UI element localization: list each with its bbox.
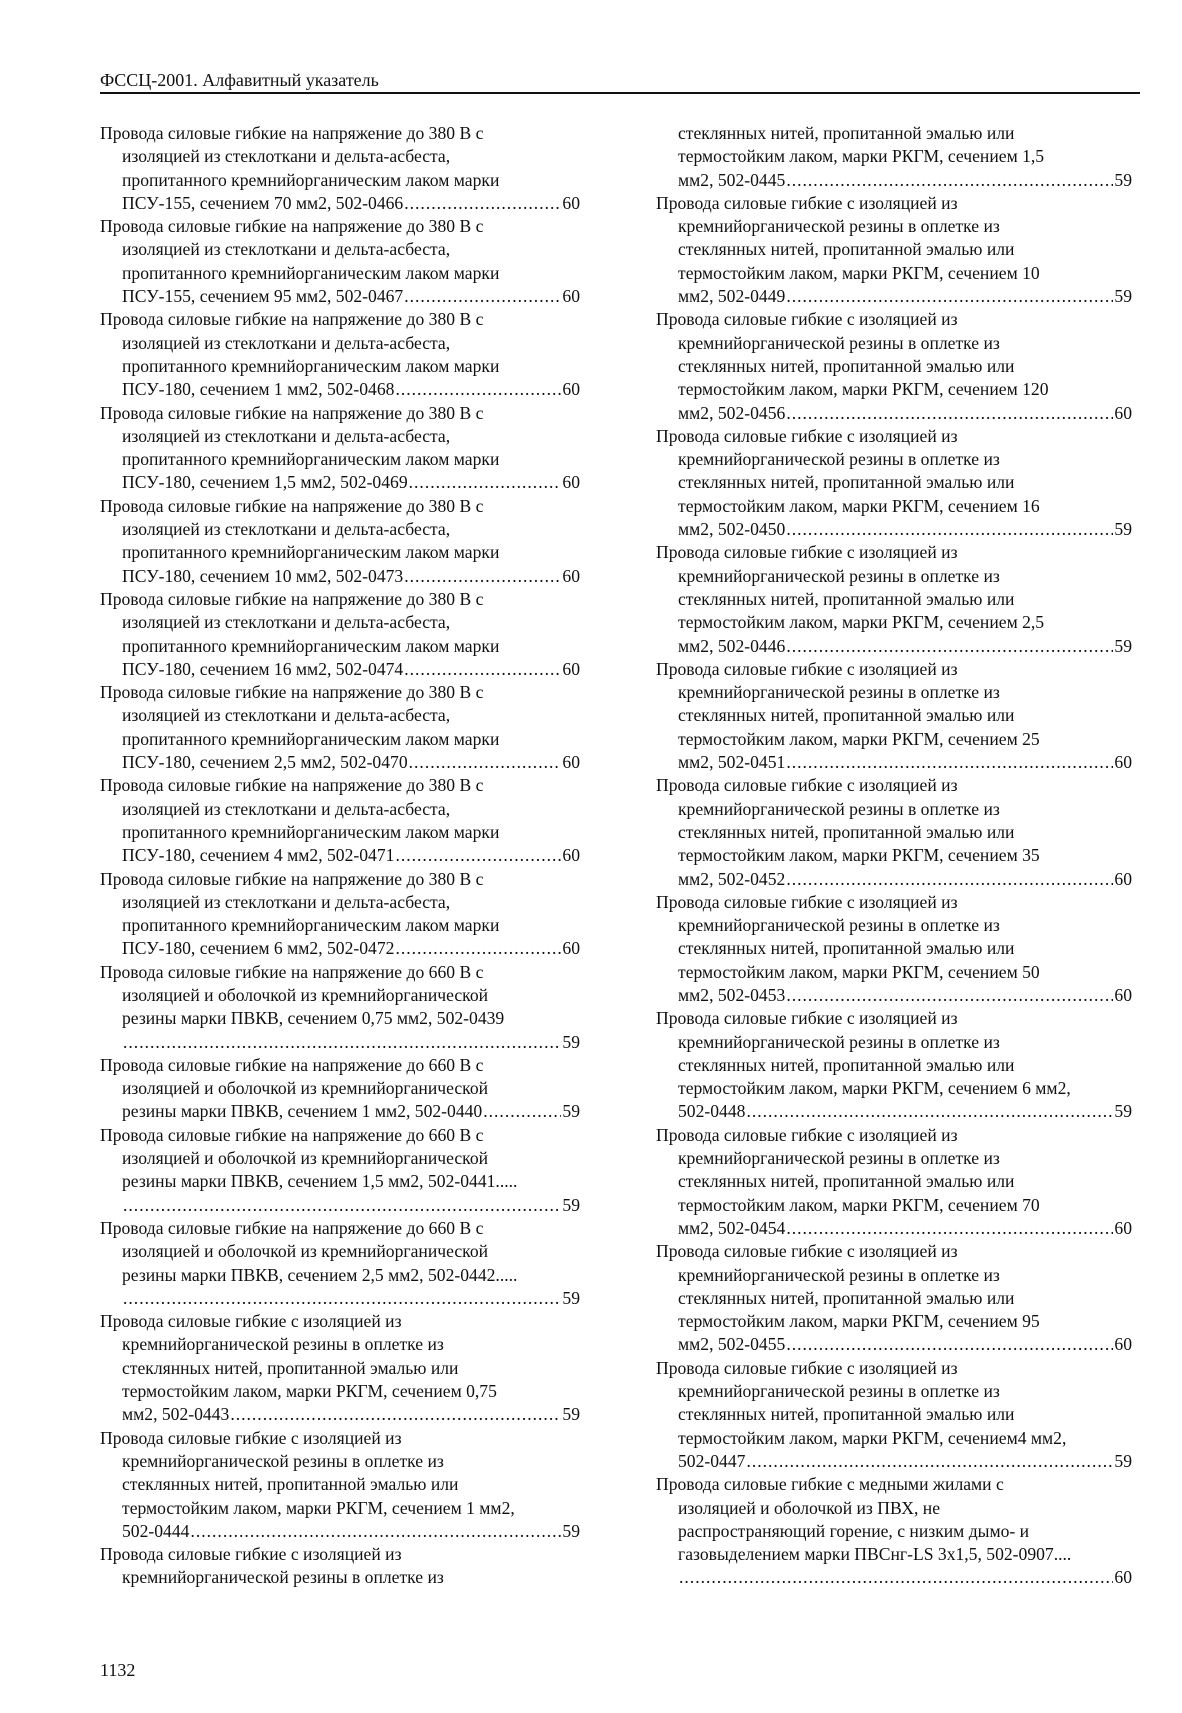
entry-text-line: резины марки ПВКВ, сечением 2,5 мм2, 502-0442..... (122, 1264, 518, 1285)
entry-leader-line (100, 937, 580, 960)
entry-text-line: резины марки ПВКВ, сечением 1,5 мм2, 502-0441..... (122, 1171, 518, 1192)
dot-leader (404, 658, 561, 681)
entry-leader-line (656, 751, 1132, 774)
entry-page-ref: 60 (562, 286, 580, 307)
entry-text-line: Провода силовые гибкие с изоляцией из (656, 658, 958, 679)
dot-leader (404, 565, 561, 588)
entry-text-line: Провода силовые гибкие на напряжение до 380 В с (100, 123, 484, 143)
entry-last-text: мм2, 502-0451 (678, 752, 786, 773)
entry-text-line: Провода силовые гибкие с изоляцией из (656, 1241, 958, 1262)
entry-text-line: стеклянных нитей, пропитанной эмалью или (122, 1357, 459, 1378)
entry-page-ref: 60 (562, 658, 580, 679)
dot-leader (786, 169, 1113, 192)
entry-page-ref: 59 (562, 1404, 580, 1425)
entry-text-line: Провода силовые гибкие на напряжение до 380 В с (100, 868, 484, 889)
entry-text-line: Провода силовые гибкие на напряжение до 660 В с (100, 1054, 484, 1075)
entry-text-line: Провода силовые гибкие с изоляцией из (656, 309, 958, 330)
entry-text-line: изоляцией из стеклоткани и дельта-асбеста, (122, 891, 451, 912)
entry-text-line: Провода силовые гибкие на напряжение до 380 В с (100, 309, 484, 330)
index-entry (100, 1310, 580, 1426)
entry-text-line: пропитанного кремнийорганическим лаком марки (122, 728, 500, 749)
entry-text-line: Провода силовые гибкие на напряжение до 380 В с (100, 775, 484, 796)
entry-text-line: Провода силовые гибкие на напряжение до 380 В с (100, 588, 484, 609)
entry-text-line: Провода силовые гибкие с изоляцией из (656, 1008, 958, 1029)
entry-text-line: термостойким лаком, марки РКГМ, сечением 16 (678, 495, 1040, 516)
entry-text-line: кремнийорганической резины в оплетке из (678, 1148, 1000, 1169)
entry-leader-line (656, 984, 1132, 1007)
entry-page-ref: 60 (562, 845, 580, 866)
entry-text-line: изоляцией из стеклоткани и дельта-асбеста, (122, 146, 451, 167)
entry-last-text: мм2, 502-0452 (678, 868, 786, 889)
entry-last-text: мм2, 502-0450 (678, 519, 786, 540)
entry-leader-line (656, 1100, 1132, 1123)
entry-leader-line (656, 169, 1132, 192)
entry-page-ref: 59 (562, 1520, 580, 1541)
entry-text-line: термостойким лаком, марки РКГМ, сечением 2,5 (678, 612, 1045, 633)
dot-leader (786, 984, 1113, 1007)
entry-leader-line (656, 635, 1132, 658)
entry-text-line: кремнийорганической резины в оплетке из (678, 449, 1000, 470)
entry-last-text: мм2, 502-0455 (678, 1334, 786, 1355)
entry-leader-line (100, 1403, 580, 1426)
entry-text-line: кремнийорганической резины в оплетке из (678, 682, 1000, 703)
entry-leader-line (100, 565, 580, 588)
entry-last-text: мм2, 502-0449 (678, 286, 786, 307)
index-entry (656, 891, 1132, 1007)
entry-text-line: термостойким лаком, марки РКГМ, сечением 0,75 (122, 1381, 497, 1402)
entry-text-line: Провода силовые гибкие на напряжение до 660 В с (100, 961, 484, 982)
entry-last-text: 502-0448 (678, 1101, 746, 1122)
index-entry (656, 122, 1132, 192)
entry-last-text: мм2, 502-0453 (678, 984, 786, 1005)
index-entry (656, 425, 1132, 541)
entry-leader-line (100, 1194, 580, 1217)
entry-last-text: резины марки ПВКВ, сечением 1 мм2, 502-0440 (122, 1101, 483, 1122)
entry-last-text: мм2, 502-0446 (678, 635, 786, 656)
entry-page-ref: 59 (562, 1194, 580, 1215)
entry-text-line: стеклянных нитей, пропитанной эмалью или (678, 1287, 1015, 1308)
entry-text-line: Провода силовые гибкие с изоляцией из (656, 1357, 958, 1378)
entry-text-line: кремнийорганической резины в оплетке из (678, 565, 1000, 586)
entry-text-line: стеклянных нитей, пропитанной эмалью или (122, 1474, 459, 1495)
entry-page-ref: 60 (1114, 1334, 1132, 1355)
entry-leader-line (656, 402, 1132, 425)
dot-leader (746, 1100, 1113, 1123)
entry-text-line: кремнийорганической резины в оплетке из (678, 1031, 1000, 1052)
dot-leader (404, 192, 561, 215)
entry-text-line: кремнийорганической резины в оплетке из (678, 1264, 1000, 1285)
entry-text-line: пропитанного кремнийорганическим лаком марки (122, 449, 500, 470)
entry-text-line: Провода силовые гибкие с изоляцией из (656, 192, 958, 213)
entry-text-line: термостойким лаком, марки РКГМ, сечением4 мм2, (678, 1427, 1067, 1448)
index-entry (656, 541, 1132, 657)
entry-page-ref: 60 (562, 565, 580, 586)
entry-text-line: кремнийорганической резины в оплетке из (678, 216, 1000, 237)
entry-leader-line (100, 192, 580, 215)
entry-text-line: Провода силовые гибкие с медными жилами с (656, 1474, 1004, 1495)
entry-text-line: термостойким лаком, марки РКГМ, сечением 95 (678, 1311, 1040, 1332)
entry-text-line: изоляцией и оболочкой из кремнийорганической (122, 1148, 489, 1169)
page-number: 1132 (100, 1660, 136, 1680)
entry-text-line: стеклянных нитей, пропитанной эмалью или (678, 1171, 1015, 1192)
dot-leader (230, 1403, 561, 1426)
dot-leader (409, 751, 562, 774)
entry-page-ref: 60 (562, 472, 580, 493)
dot-leader (483, 1100, 561, 1123)
index-entry (656, 1124, 1132, 1240)
dot-leader (409, 471, 562, 494)
entry-page-ref: 60 (1114, 984, 1132, 1005)
entry-text-line: пропитанного кремнийорганическим лаком марки (122, 262, 500, 283)
entry-leader-line (100, 658, 580, 681)
dot-leader (395, 378, 561, 401)
entry-page-ref: 59 (1114, 519, 1132, 540)
entry-page-ref: 59 (1114, 286, 1132, 307)
entry-page-ref: 60 (1114, 1217, 1132, 1238)
entry-text-line: пропитанного кремнийорганическим лаком марки (122, 355, 500, 376)
entry-last-text: мм2, 502-0445 (678, 169, 786, 190)
index-entry (656, 1357, 1132, 1473)
entry-page-ref: 59 (562, 1031, 580, 1052)
entry-text-line: Провода силовые гибкие на напряжение до 380 В с (100, 216, 484, 237)
entry-last-text: ПСУ-180, сечением 16 мм2, 502-0474 (122, 658, 404, 679)
entry-last-text: 502-0444 (122, 1520, 190, 1541)
entry-last-text: мм2, 502-0456 (678, 402, 786, 423)
entry-text-line: термостойким лаком, марки РКГМ, сечением 50 (678, 961, 1040, 982)
entry-leader-line (100, 751, 580, 774)
entry-text-line: термостойким лаком, марки РКГМ, сечением 10 (678, 262, 1040, 283)
dot-leader (786, 1217, 1113, 1240)
entry-text-line: стеклянных нитей, пропитанной эмалью или (678, 123, 1015, 143)
entry-page-ref: 60 (1114, 402, 1132, 423)
entry-text-line: газовыделением марки ПВСнг-LS 3х1,5, 502-0907.... (678, 1544, 1072, 1565)
entry-text-line: пропитанного кремнийорганическим лаком марки (122, 915, 500, 936)
entry-page-ref: 60 (562, 192, 580, 213)
index-entry (100, 308, 580, 401)
entry-page-ref: 60 (562, 379, 580, 400)
entry-page-ref: 60 (562, 752, 580, 773)
entry-page-ref: 59 (562, 1287, 580, 1308)
entry-text-line: кремнийорганической резины в оплетке из (122, 1450, 444, 1471)
entry-text-line: кремнийорганической резины в оплетке из (122, 1567, 444, 1588)
index-entry (100, 1054, 580, 1124)
entry-leader-line (100, 378, 580, 401)
entry-last-text: ПСУ-155, сечением 95 мм2, 502-0467 (122, 286, 404, 307)
entry-text-line: Провода силовые гибкие на напряжение до 380 В с (100, 682, 484, 703)
entry-text-line: стеклянных нитей, пропитанной эмалью или (678, 239, 1015, 260)
entry-text-line: изоляцией из стеклоткани и дельта-асбеста, (122, 798, 451, 819)
dot-leader (786, 635, 1113, 658)
entry-page-ref: 59 (1114, 1101, 1132, 1122)
entry-leader-line (100, 471, 580, 494)
index-column-right (656, 122, 1132, 1590)
entry-text-line: Провода силовые гибкие с изоляцией из (656, 425, 958, 446)
entry-page-ref: 59 (1114, 1450, 1132, 1471)
entry-text-line: стеклянных нитей, пропитанной эмалью или (678, 588, 1015, 609)
entry-text-line: стеклянных нитей, пропитанной эмалью или (678, 821, 1015, 842)
entry-leader-line (656, 1566, 1132, 1589)
entry-text-line: Провода силовые гибкие с изоляцией из (100, 1427, 402, 1448)
entry-leader-line (656, 1333, 1132, 1356)
entry-text-line: Провода силовые гибкие с изоляцией из (656, 1124, 958, 1145)
entry-text-line: Провода силовые гибкие на напряжение до 380 В с (100, 495, 484, 516)
entry-page-ref: 59 (562, 1101, 580, 1122)
dot-leader (679, 1566, 1113, 1589)
dot-leader (786, 1333, 1113, 1356)
entry-page-ref: 60 (1114, 752, 1132, 773)
entry-text-line: резины марки ПВКВ, сечением 0,75 мм2, 502-0439 (122, 1008, 505, 1029)
index-entry (100, 1543, 580, 1590)
dot-leader (786, 402, 1113, 425)
dot-leader (746, 1450, 1113, 1473)
entry-page-ref: 60 (562, 938, 580, 959)
index-entry (100, 122, 580, 215)
entry-text-line: стеклянных нитей, пропитанной эмалью или (678, 355, 1015, 376)
header-title: ФССЦ-2001. Алфавитный указатель (100, 70, 379, 90)
entry-leader-line (656, 868, 1132, 891)
entry-text-line: Провода силовые гибкие на напряжение до 660 В с (100, 1217, 484, 1238)
entry-page-ref: 59 (1114, 635, 1132, 656)
entry-text-line: изоляцией и оболочкой из кремнийорганической (122, 984, 489, 1005)
entry-text-line: изоляцией и оболочкой из кремнийорганической (122, 1078, 489, 1099)
entry-text-line: Провода силовые гибкие с изоляцией из (656, 775, 958, 796)
entry-text-line: изоляцией и оболочкой из ПВХ, не (678, 1497, 941, 1518)
index-entry (656, 192, 1132, 308)
entry-text-line: термостойким лаком, марки РКГМ, сечением 35 (678, 845, 1040, 866)
entry-text-line: пропитанного кремнийорганическим лаком марки (122, 169, 500, 190)
index-entry (100, 1217, 580, 1310)
entry-leader-line (100, 1100, 580, 1123)
index-entry (100, 681, 580, 774)
entry-text-line: кремнийорганической резины в оплетке из (122, 1334, 444, 1355)
entry-leader-line (656, 1217, 1132, 1240)
entry-text-line: термостойким лаком, марки РКГМ, сечением 70 (678, 1194, 1040, 1215)
index-entry (100, 495, 580, 588)
dot-leader (190, 1520, 561, 1543)
entry-text-line: Провода силовые гибкие с изоляцией из (100, 1311, 402, 1332)
entry-text-line: стеклянных нитей, пропитанной эмалью или (678, 705, 1015, 726)
entry-text-line: термостойким лаком, марки РКГМ, сечением 1,5 (678, 146, 1045, 167)
page-header (100, 70, 1140, 94)
entry-last-text: ПСУ-180, сечением 1 мм2, 502-0468 (122, 379, 395, 400)
entry-text-line: Провода силовые гибкие с изоляцией из (100, 1544, 402, 1565)
entry-text-line: кремнийорганической резины в оплетке из (678, 915, 1000, 936)
entry-last-text: мм2, 502-0443 (122, 1404, 230, 1425)
entry-leader-line (656, 518, 1132, 541)
entry-last-text: ПСУ-180, сечением 2,5 мм2, 502-0470 (122, 752, 408, 773)
entry-leader-line (100, 1520, 580, 1543)
entry-text-line: изоляцией из стеклоткани и дельта-асбеста, (122, 425, 451, 446)
entry-text-line: Провода силовые гибкие с изоляцией из (656, 542, 958, 563)
dot-leader (395, 937, 561, 960)
entry-text-line: распространяющий горение, с низким дымо- и (678, 1520, 1030, 1541)
entry-last-text: ПСУ-180, сечением 6 мм2, 502-0472 (122, 938, 395, 959)
index-entry (100, 961, 580, 1054)
index-entry (100, 1124, 580, 1217)
index-entry (656, 774, 1132, 890)
index-entry (656, 308, 1132, 424)
entry-text-line: кремнийорганической резины в оплетке из (678, 1381, 1000, 1402)
index-entry (656, 1473, 1132, 1589)
entry-last-text: 502-0447 (678, 1450, 746, 1471)
entry-text-line: термостойким лаком, марки РКГМ, сечением 120 (678, 379, 1049, 400)
entry-text-line: термостойким лаком, марки РКГМ, сечением 1 мм2, (122, 1497, 515, 1518)
index-entry (100, 868, 580, 961)
entry-leader-line (100, 1287, 580, 1310)
entry-text-line: кремнийорганической резины в оплетке из (678, 332, 1000, 353)
entry-leader-line (656, 1450, 1132, 1473)
entry-last-text: мм2, 502-0454 (678, 1217, 786, 1238)
entry-text-line: термостойким лаком, марки РКГМ, сечением 25 (678, 728, 1040, 749)
index-entry (100, 1427, 580, 1543)
entry-text-line: Провода силовые гибкие с изоляцией из (656, 891, 958, 912)
dot-leader (404, 285, 561, 308)
entry-text-line: стеклянных нитей, пропитанной эмалью или (678, 1404, 1015, 1425)
entry-last-text: ПСУ-180, сечением 10 мм2, 502-0473 (122, 565, 404, 586)
entry-last-text: ПСУ-180, сечением 1,5 мм2, 502-0469 (122, 472, 408, 493)
dot-leader (395, 844, 561, 867)
entry-text-line: стеклянных нитей, пропитанной эмалью или (678, 938, 1015, 959)
entry-text-line: изоляцией из стеклоткани и дельта-асбеста, (122, 332, 451, 353)
entry-text-line: пропитанного кремнийорганическим лаком марки (122, 821, 500, 842)
dot-leader (123, 1287, 561, 1310)
entry-text-line: изоляцией из стеклоткани и дельта-асбеста, (122, 705, 451, 726)
entry-page-ref: 60 (1114, 1567, 1132, 1588)
entry-text-line: Провода силовые гибкие на напряжение до 380 В с (100, 402, 484, 423)
dot-leader (123, 1194, 561, 1217)
entry-text-line: Провода силовые гибкие на напряжение до 660 В с (100, 1124, 484, 1145)
entry-text-line: пропитанного кремнийорганическим лаком марки (122, 542, 500, 563)
dot-leader (786, 518, 1113, 541)
index-column-left (100, 122, 580, 1590)
entry-text-line: стеклянных нитей, пропитанной эмалью или (678, 1054, 1015, 1075)
index-entry (100, 402, 580, 495)
dot-leader (786, 751, 1113, 774)
index-entry (656, 1007, 1132, 1123)
entry-text-line: стеклянных нитей, пропитанной эмалью или (678, 472, 1015, 493)
entry-last-text: ПСУ-180, сечением 4 мм2, 502-0471 (122, 845, 395, 866)
entry-page-ref: 59 (1114, 169, 1132, 190)
dot-leader (786, 285, 1113, 308)
entry-text-line: пропитанного кремнийорганическим лаком марки (122, 635, 500, 656)
entry-leader-line (656, 285, 1132, 308)
entry-leader-line (100, 1031, 580, 1054)
entry-leader-line (100, 844, 580, 867)
entry-text-line: кремнийорганической резины в оплетке из (678, 798, 1000, 819)
entry-text-line: изоляцией из стеклоткани и дельта-асбеста, (122, 612, 451, 633)
entry-text-line: термостойким лаком, марки РКГМ, сечением 6 мм2, (678, 1078, 1071, 1099)
index-entry (100, 588, 580, 681)
entry-page-ref: 60 (1114, 868, 1132, 889)
entry-text-line: изоляцией и оболочкой из кремнийорганической (122, 1241, 489, 1262)
entry-text-line: изоляцией из стеклоткани и дельта-асбеста, (122, 239, 451, 260)
index-entry (100, 774, 580, 867)
entry-last-text: ПСУ-155, сечением 70 мм2, 502-0466 (122, 192, 404, 213)
dot-leader (786, 868, 1113, 891)
entry-leader-line (100, 285, 580, 308)
dot-leader (123, 1031, 561, 1054)
index-entry (100, 215, 580, 308)
entry-text-line: изоляцией из стеклоткани и дельта-асбеста, (122, 519, 451, 540)
index-entry (656, 1240, 1132, 1356)
index-entry (656, 658, 1132, 774)
